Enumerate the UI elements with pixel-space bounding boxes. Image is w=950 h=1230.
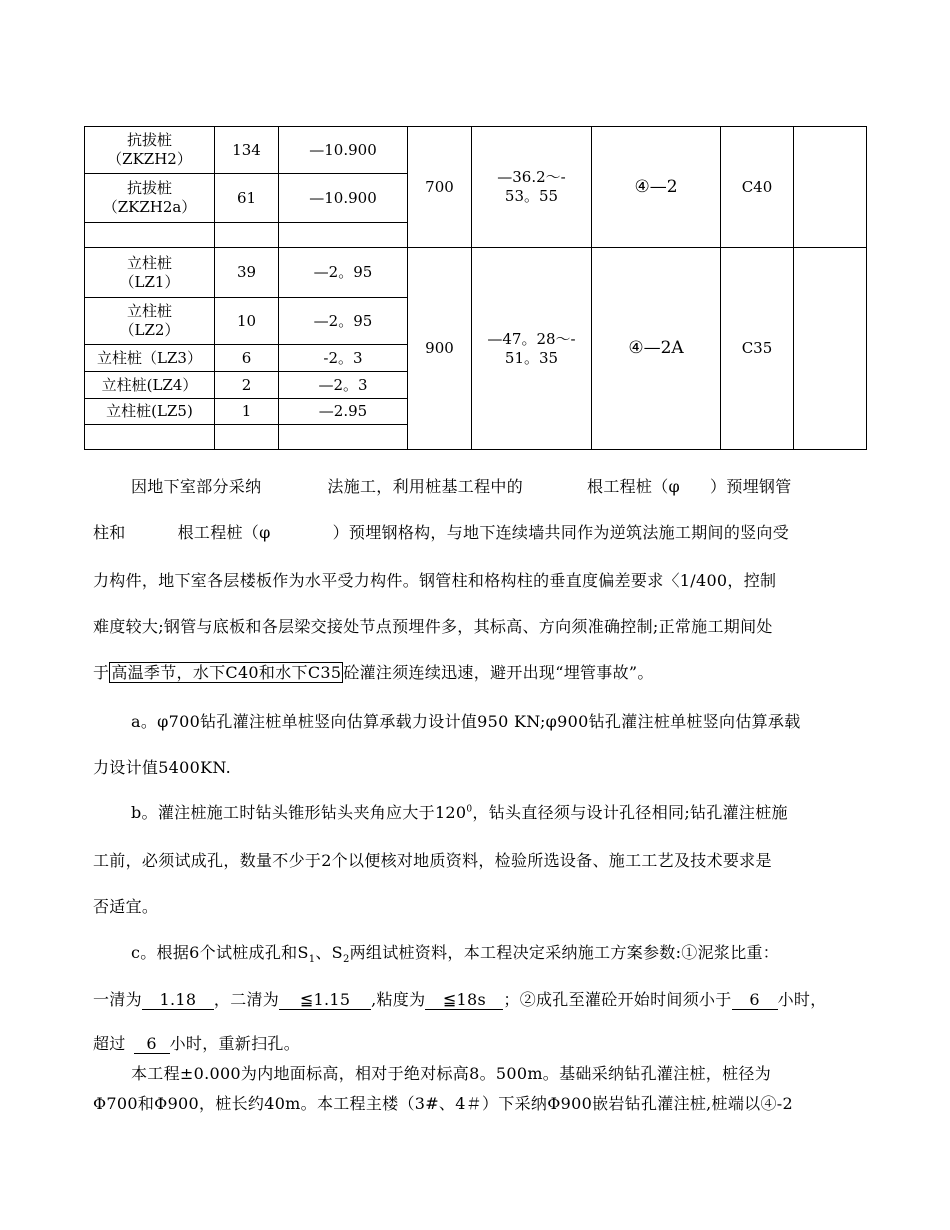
viscosity-value: ≦18s xyxy=(425,991,503,1010)
pile-count-cell: 134 xyxy=(215,127,279,174)
text-line: c。根据6个试桩成孔和$S_1$、$S_2$两组试桩资料，本工程决定采纳施工方案参数:①泥浆比重： xyxy=(131,943,780,966)
pile-range-cell: —47。28～- 51。35 xyxy=(472,248,592,450)
pile-name-cell: 立柱桩(LZ5) xyxy=(85,399,215,425)
text-line: 一清为 1.18 ，二清为 ≦1.15 ,粘度为 ≦18s ；②成孔至灌砼开始时间须小于 6 小时， xyxy=(93,990,827,1009)
pile-diameter-cell: 700 xyxy=(408,127,472,248)
pile-name-cell: 立柱桩 （LZ2） xyxy=(85,298,215,345)
text-line: 力设计值5400KN. xyxy=(93,758,232,777)
pile-table xyxy=(84,126,867,450)
pile-elevation-cell: —2。95 xyxy=(279,298,408,345)
pile-count-cell: 61 xyxy=(215,174,279,223)
pile-count-cell: 1 xyxy=(215,399,279,425)
time-limit-value: 6 xyxy=(732,991,778,1010)
text-line: Φ700和Φ900，桩长约40m。本工程主楼（3#、4＃）下采纳Φ900嵌岩钻孔灌注桩,桩端以④-2 xyxy=(93,1094,793,1113)
empty-cell xyxy=(279,425,408,450)
text-line: 超过 6 小时，重新扫孔。 xyxy=(93,1034,301,1053)
pile-elevation-cell: —10.900 xyxy=(279,127,408,174)
pile-name-cell: 立柱桩(LZ4） xyxy=(85,372,215,399)
pile-range-cell: —36.2～- 53。55 xyxy=(472,127,592,248)
empty-cell xyxy=(85,223,215,248)
text-line: 否适宜。 xyxy=(93,897,159,916)
pile-diameter-cell: 900 xyxy=(408,248,472,450)
text-line: 本工程±0.000为内地面标高，相对于绝对标高8。500m。基础采纳钻孔灌注桩，桩径为 xyxy=(131,1064,772,1083)
pile-count-cell: 2 xyxy=(215,372,279,399)
text-line: 难度较大;钢管与底板和各层梁交接处节点预埋件多，其标高、方向须准确控制;正常施工期间处 xyxy=(93,617,773,636)
text-line: b。灌注桩施工时钻头锥形钻头夹角应大于$120^0$，钻头直径须与设计孔径相同;钻孔灌注桩施 xyxy=(131,803,788,822)
table-row xyxy=(85,248,867,298)
text-line: 力构件，地下室各层楼板作为水平受力构件。钢管柱和格构柱的垂直度偏差要求〈1/400，控制 xyxy=(93,571,777,590)
concrete-grade-cell: C35 xyxy=(721,248,794,450)
empty-cell xyxy=(85,425,215,450)
empty-cell xyxy=(279,223,408,248)
boxed-highlight: 高温季节，水下C40和水下C35 xyxy=(111,663,342,682)
pile-table-container xyxy=(84,126,867,450)
pile-name-cell: 抗拔桩 （ZKZH2） xyxy=(85,127,215,174)
empty-cell xyxy=(794,248,867,450)
bearing-layer-cell: ④—2A xyxy=(592,248,721,450)
text-line: 于 高温季节，水下C40和水下C35 砼灌注须连续迅速，避开出现“埋管事故”。 xyxy=(93,663,654,682)
pile-elevation-cell: —2。3 xyxy=(279,372,408,399)
pile-elevation-cell: —2.95 xyxy=(279,399,408,425)
mud-density-second-clean: ≦1.15 xyxy=(279,991,371,1010)
pile-name-cell: 立柱桩 （LZ1） xyxy=(85,248,215,298)
empty-cell xyxy=(215,425,279,450)
pile-count-cell: 6 xyxy=(215,345,279,372)
text-line: a。φ700钻孔灌注桩单桩竖向估算承载力设计值950 KN;φ900钻孔灌注桩单桩竖向估算承载 xyxy=(131,712,801,731)
text-line: 柱和 根工程桩（φ ）预埋钢格构，与地下连续墙共同作为逆筑法施工期间的竖向受 xyxy=(93,523,790,542)
pile-name-cell: 抗拔桩 （ZKZH2a） xyxy=(85,174,215,223)
concrete-grade-cell: C40 xyxy=(721,127,794,248)
pile-name-cell: 立柱桩（LZ3） xyxy=(85,345,215,372)
rescan-time-value: 6 xyxy=(134,1035,170,1054)
pile-elevation-cell: —2。95 xyxy=(279,248,408,298)
empty-cell xyxy=(794,127,867,248)
text-line: 工前，必须试成孔，数量不少于2个以便核对地质资料，检验所选设备、施工工艺及技术要求是 xyxy=(93,851,772,870)
pile-elevation-cell: —10.900 xyxy=(279,174,408,223)
pile-count-cell: 39 xyxy=(215,248,279,298)
mud-density-first-clean: 1.18 xyxy=(142,991,214,1010)
pile-elevation-cell: -2。3 xyxy=(279,345,408,372)
bearing-layer-cell: ④—2 xyxy=(592,127,721,248)
empty-cell xyxy=(215,223,279,248)
table-row xyxy=(85,127,867,174)
pile-count-cell: 10 xyxy=(215,298,279,345)
text-line: 因地下室部分采纳 法施工，利用桩基工程中的 根工程桩（φ ）预埋钢管 xyxy=(131,477,792,496)
